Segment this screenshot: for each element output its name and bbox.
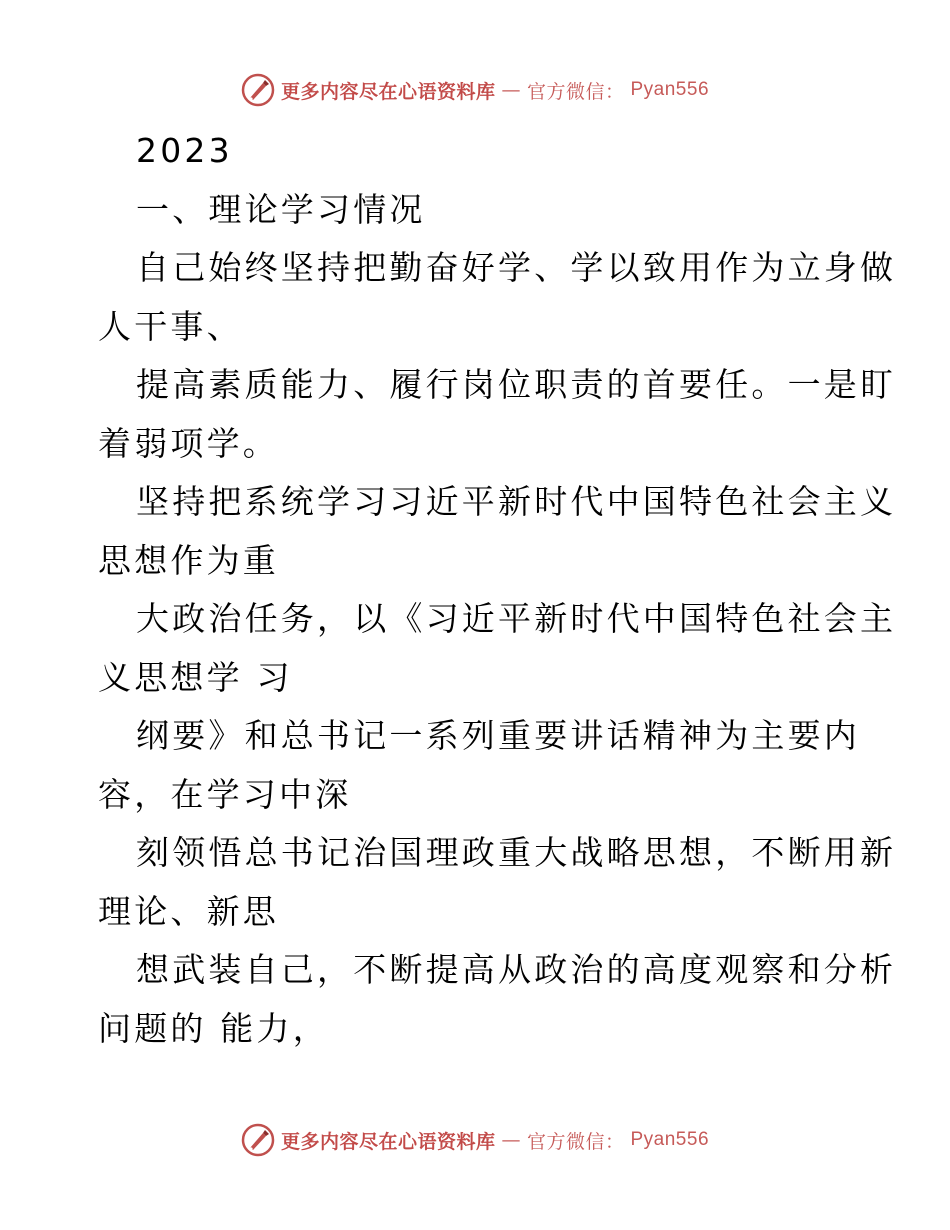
text-line: 人干事、 [98,306,243,346]
text-line: 义思想学 习 [98,657,293,697]
pen-logo-icon [241,73,275,107]
text-line: 刻领悟总书记治国理政重大战略思想，不断用新 [136,833,897,872]
text-line: 提高素质能力、履行岗位职责的首要任。一是盯 [136,365,897,404]
text-line: 一、理论学习情况 [136,189,426,229]
watermark-footer [0,1120,950,1160]
text-line: 想武装自己，不断提高从政治的高度观察和分析 [136,950,897,989]
watermark-main-text: 更多内容尽在心语资料库 [280,80,496,103]
text-line: 2023 [136,131,233,170]
watermark-id: Pyan556 [630,79,710,100]
text-line: 着弱项学。 [98,423,279,463]
text-line: 自己始终坚持把勤奋好学、学以致用作为立身做 [136,248,897,287]
watermark-sub-text: 官方微信： [526,80,625,103]
watermark-sub-text: 官方微信： [526,1130,625,1153]
text-line: 大政治任务，以《习近平新时代中国特色社会主 [136,599,897,638]
text-line: 坚持把系统学习习近平新时代中国特色社会主义 [136,482,897,521]
watermark-main-text: 更多内容尽在心语资料库 [280,1130,496,1153]
text-line: 容，在学习中深 [98,774,352,814]
text-line: 理论、新思 [98,891,279,931]
watermark-id: Pyan556 [630,1129,710,1150]
text-line: 思想作为重 [98,540,279,580]
pen-logo-icon [241,1123,275,1157]
watermark-dash: — [501,79,521,101]
text-line: 纲要》和总书记一系列重要讲话精神为主要内 [136,716,860,755]
document-body [98,122,897,1058]
watermark-dash: — [501,1129,521,1151]
text-line: 问题的 能力， [98,1008,329,1048]
watermark-header [0,70,950,110]
